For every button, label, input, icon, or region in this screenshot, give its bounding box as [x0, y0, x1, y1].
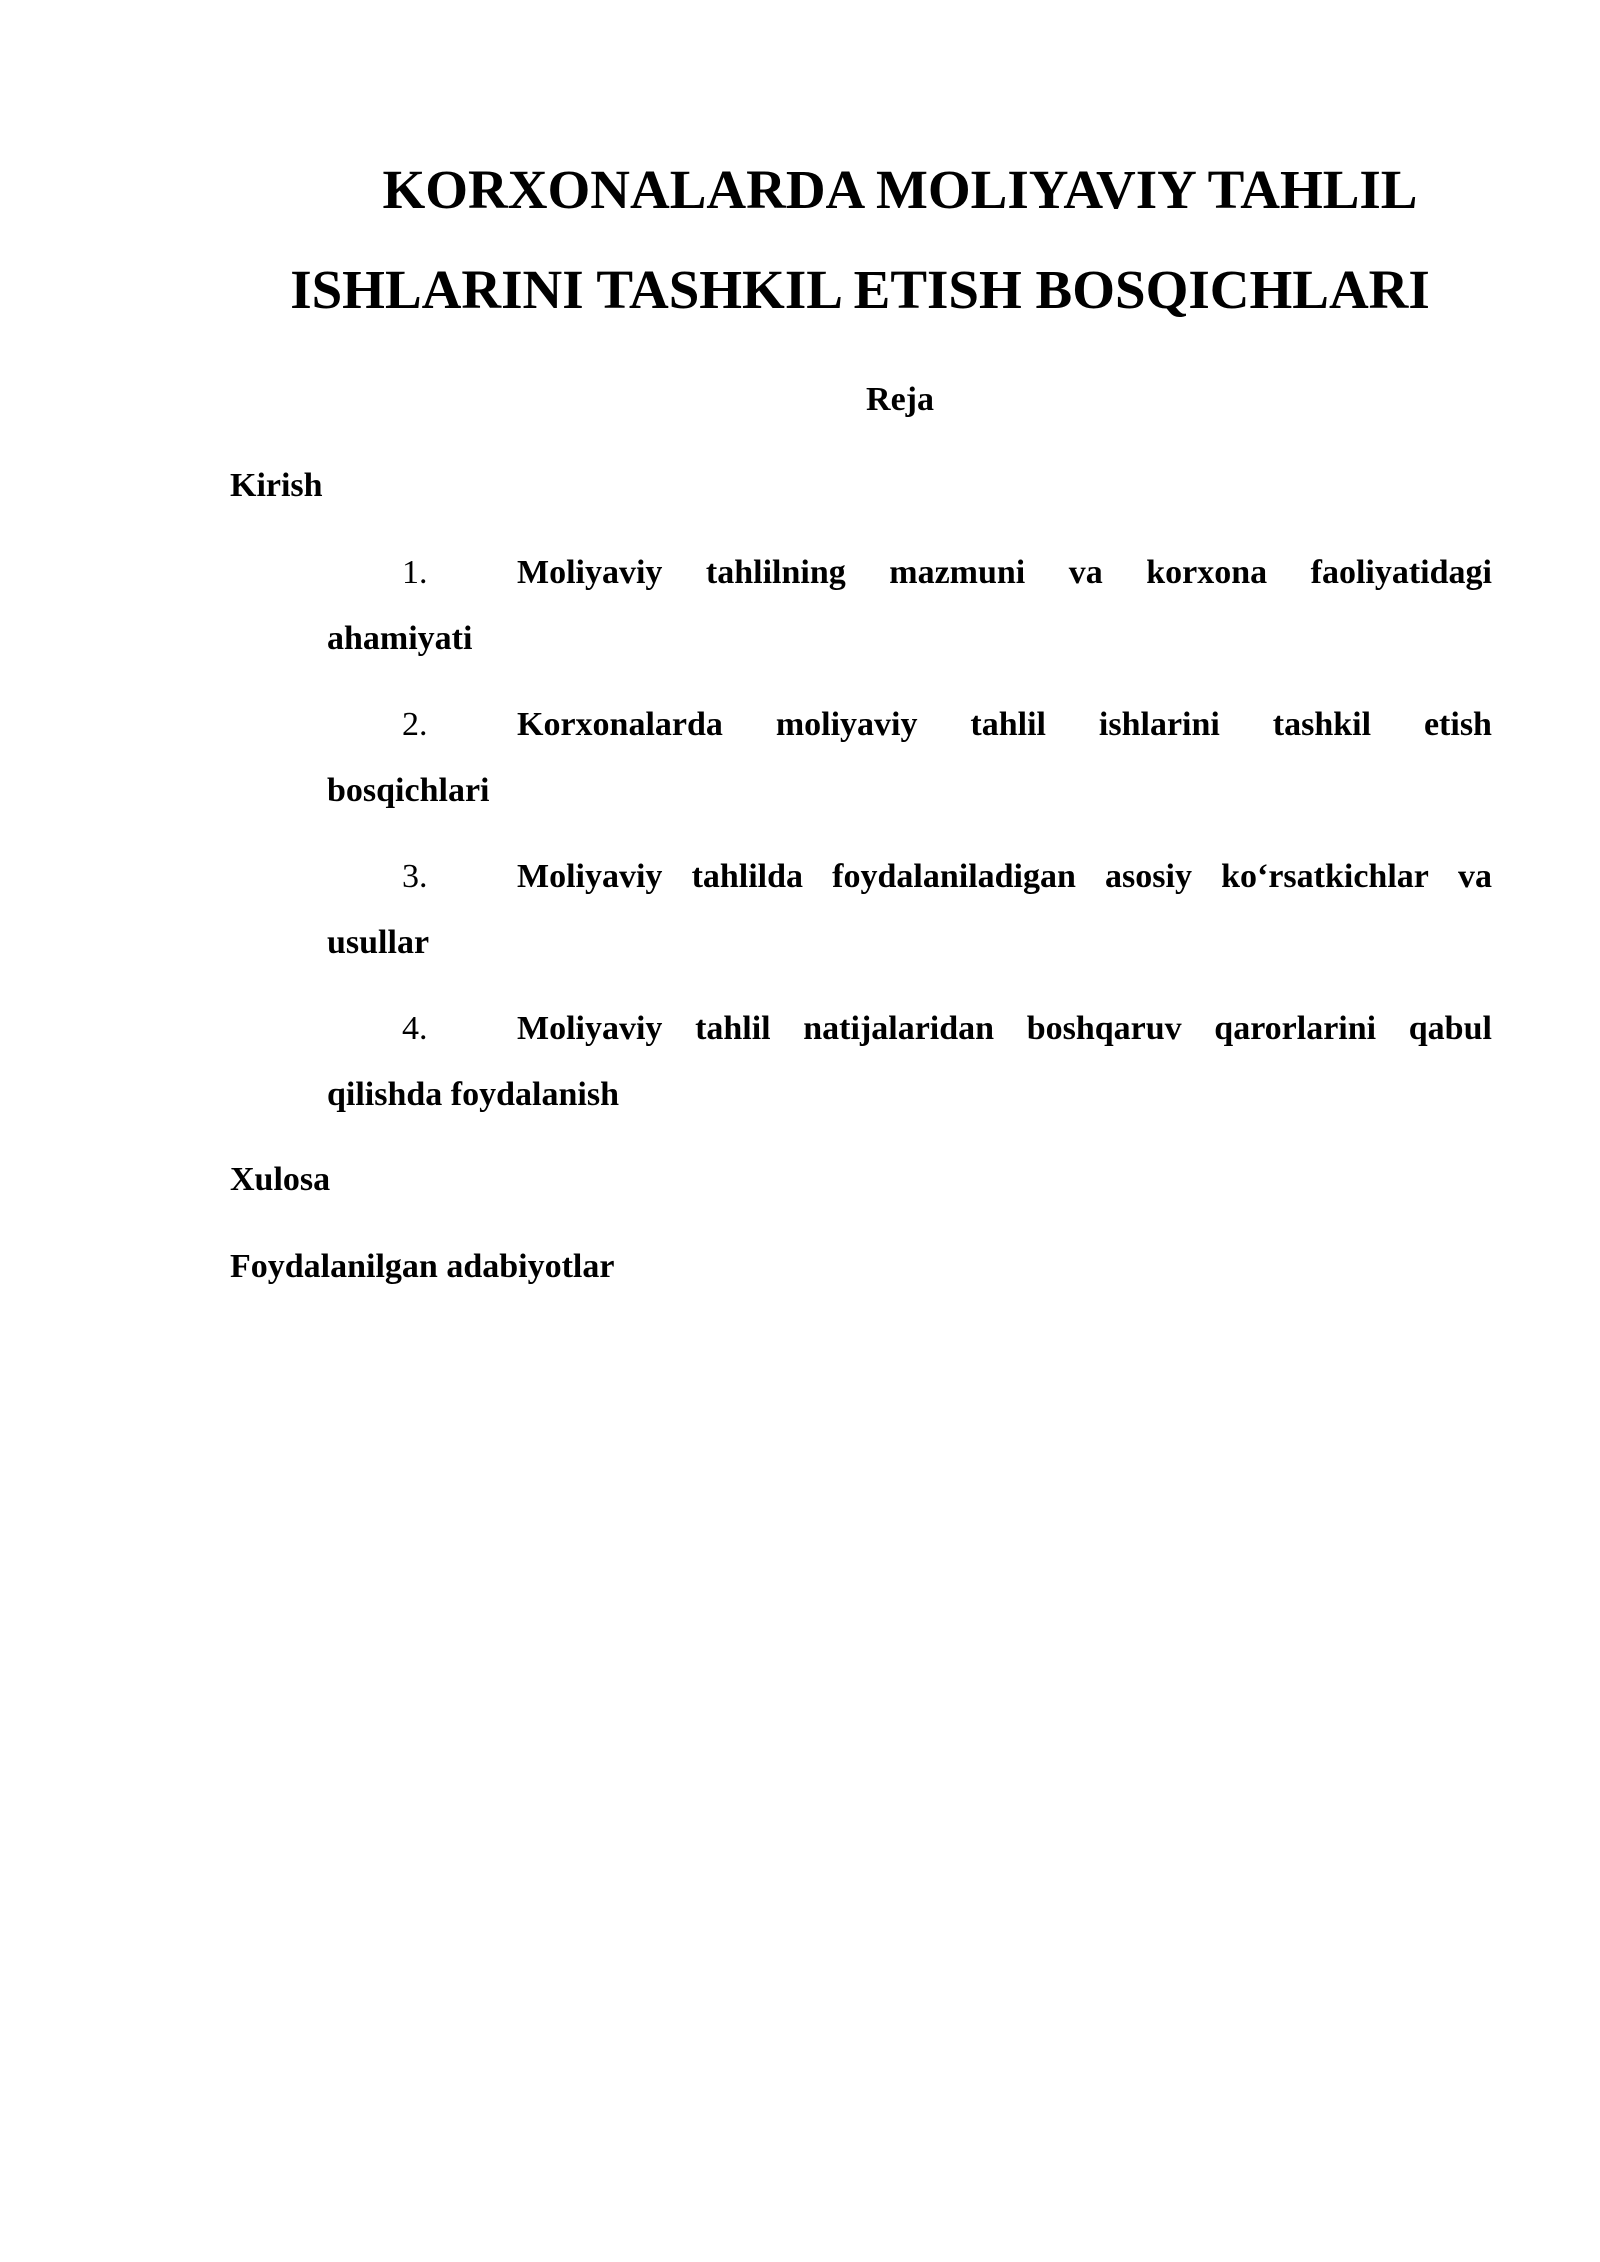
- intro-heading: Kirish: [230, 467, 323, 504]
- plan-item-text-line-2: qilishda foydalanish: [327, 1076, 619, 1113]
- plan-item-text-line-2: bosqichlari: [327, 772, 490, 809]
- plan-item-text-line-2: usullar: [327, 924, 430, 961]
- conclusion-heading: Xulosa: [230, 1161, 331, 1198]
- plan-item-number: 1.: [402, 554, 428, 591]
- plan-item-number: 4.: [402, 1010, 428, 1047]
- plan-item-text-line-1: Moliyaviy tahlilda foydalaniladigan asosiy ko‘rsatkichlar va: [517, 858, 1492, 895]
- plan-item-number: 2.: [402, 706, 428, 743]
- document-title-line-1: KORXONALARDA MOLIYAVIY TAHLIL: [382, 159, 1418, 220]
- plan-item-text-line-1: Moliyaviy tahlil natijalaridan boshqaruv qarorlarini qabul: [517, 1010, 1492, 1047]
- plan-item-text-line-2: ahamiyati: [327, 620, 473, 657]
- plan-item-text-line-1: Korxonalarda moliyaviy tahlil ishlarini tashkil etish: [517, 706, 1492, 743]
- document-title-line-2: ISHLARINI TASHKIL ETISH BOSQICHLARI: [290, 259, 1430, 320]
- references-heading: Foydalanilgan adabiyotlar: [230, 1248, 615, 1285]
- plan-item-text-line-1: Moliyaviy tahlilning mazmuni va korxona faoliyatidagi: [517, 554, 1492, 591]
- plan-item-number: 3.: [402, 858, 428, 895]
- plan-heading: Reja: [866, 381, 934, 418]
